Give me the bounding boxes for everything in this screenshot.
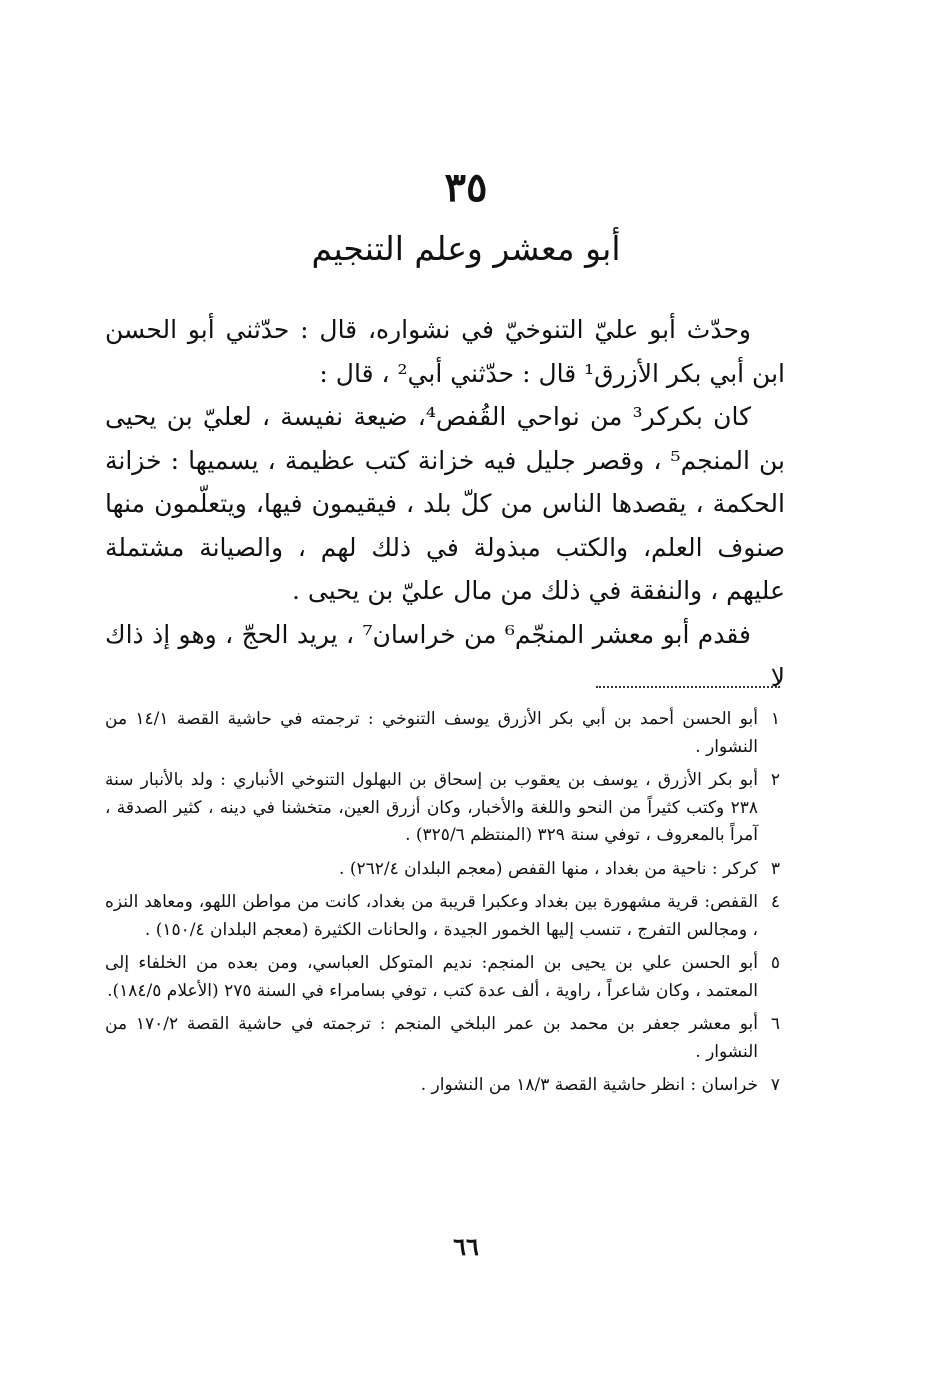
paragraph-1: وحدّث أبو عليّ التنوخيّ في نشواره، قال : حدّثني أبو الحسن ابن أبي بكر الأزرق¹ قال : حدّثني أبي² ، قال : bbox=[105, 315, 785, 388]
footnote-text: أبو معشر جعفر بن محمد بن عمر البلخي المنجم : ترجمته في حاشية القصة ١٧٠/٢ من النشوار . bbox=[105, 1014, 758, 1062]
footnote-number: ٤ bbox=[770, 892, 780, 912]
footnote-number: ٧ bbox=[770, 1075, 780, 1095]
footnote-number: ٣ bbox=[770, 858, 780, 879]
footnote bbox=[105, 1011, 780, 1066]
footnote bbox=[105, 767, 780, 850]
footnote bbox=[105, 950, 780, 1005]
main-text bbox=[105, 308, 785, 700]
footnote bbox=[105, 1072, 780, 1100]
footnote-separator bbox=[596, 686, 780, 688]
footnote bbox=[105, 889, 780, 944]
footnote bbox=[105, 706, 780, 761]
footnote-number: ٢ bbox=[770, 770, 780, 790]
footnotes bbox=[105, 706, 780, 1106]
page-number: ٦٦ bbox=[453, 1232, 479, 1261]
footnote-text: القفص: قرية مشهورة بين بغداد وعكبرا قريبة من بغداد، كانت من مواطن اللهو، ومعاهد النزه ، ومجالس التفرج ، تنسب إليها الخمور الجيدة ، والحانات الكثيرة (معجم البلدان ١٥٠/٤) . bbox=[105, 892, 758, 940]
footnote-text: أبو الحسن علي بن يحيى بن المنجم: نديم المتوكل العباسي، ومن بعده من الخلفاء إلى المعتمد ، وكان شاعراً ، راوية ، ألف عدة كتب ، توفي بسامراء في السنة ٢٧٥ (الأعلام ١٨٤/٥). bbox=[105, 953, 758, 1001]
footnote-number: ١ bbox=[770, 709, 780, 729]
story-title: أبو معشر وعلم التنجيم bbox=[311, 229, 621, 268]
footnote-text: كركر : ناحية من بغداد ، منها القفص (معجم البلدان ٢٦٢/٤) . bbox=[339, 858, 758, 879]
paragraph-2: كان بكركر³ من نواحي القُفص⁴، ضيعة نفيسة ، لعليّ بن يحيى بن المنجم⁵ ، وقصر جليل فيه خزانة كتب عظيمة ، يسميها : خزانة الحكمة ، يقصدها الناس من كلّ بلد ، فيقيمون فيها، ويتعلّمون منها صنوف العلم، والكتب مبذولة في ذلك لهم ، والصيانة مشتملة عليهم ، والنفقة في ذلك من مال عليّ بن يحيى . bbox=[105, 402, 785, 605]
paragraph-3: فقدم أبو معشر المنجّم⁶ من خراسان⁷ ، يريد الحجّ ، وهو إذ ذاك لا bbox=[105, 619, 785, 692]
footnote-text: خراسان : انظر حاشية القصة ١٨/٣ من النشوار . bbox=[420, 1075, 758, 1095]
footnote bbox=[105, 856, 780, 884]
footnote-number: ٥ bbox=[770, 953, 780, 973]
footnote-text: أبو الحسن أحمد بن أبي بكر الأزرق يوسف التنوخي : ترجمته في حاشية القصة ١٤/١ من النشوار . bbox=[105, 709, 758, 757]
footnote-text: أبو بكر الأزرق ، يوسف بن يعقوب بن إسحاق بن البهلول التنوخي الأنباري : ولد بالأنبار سنة ٢٣٨ وكتب كثيراً من النحو واللغة والأخبار، وكان أزرق العين، متخشنا في دينه ، كثير الصدقة ، آمراً بالمعروف ، توفي سنة ٣٢٩ (المنتظم ٣٢٥/٦) . bbox=[105, 770, 758, 845]
story-number: ٣٥ bbox=[444, 164, 488, 211]
footnote-number: ٦ bbox=[770, 1014, 780, 1034]
